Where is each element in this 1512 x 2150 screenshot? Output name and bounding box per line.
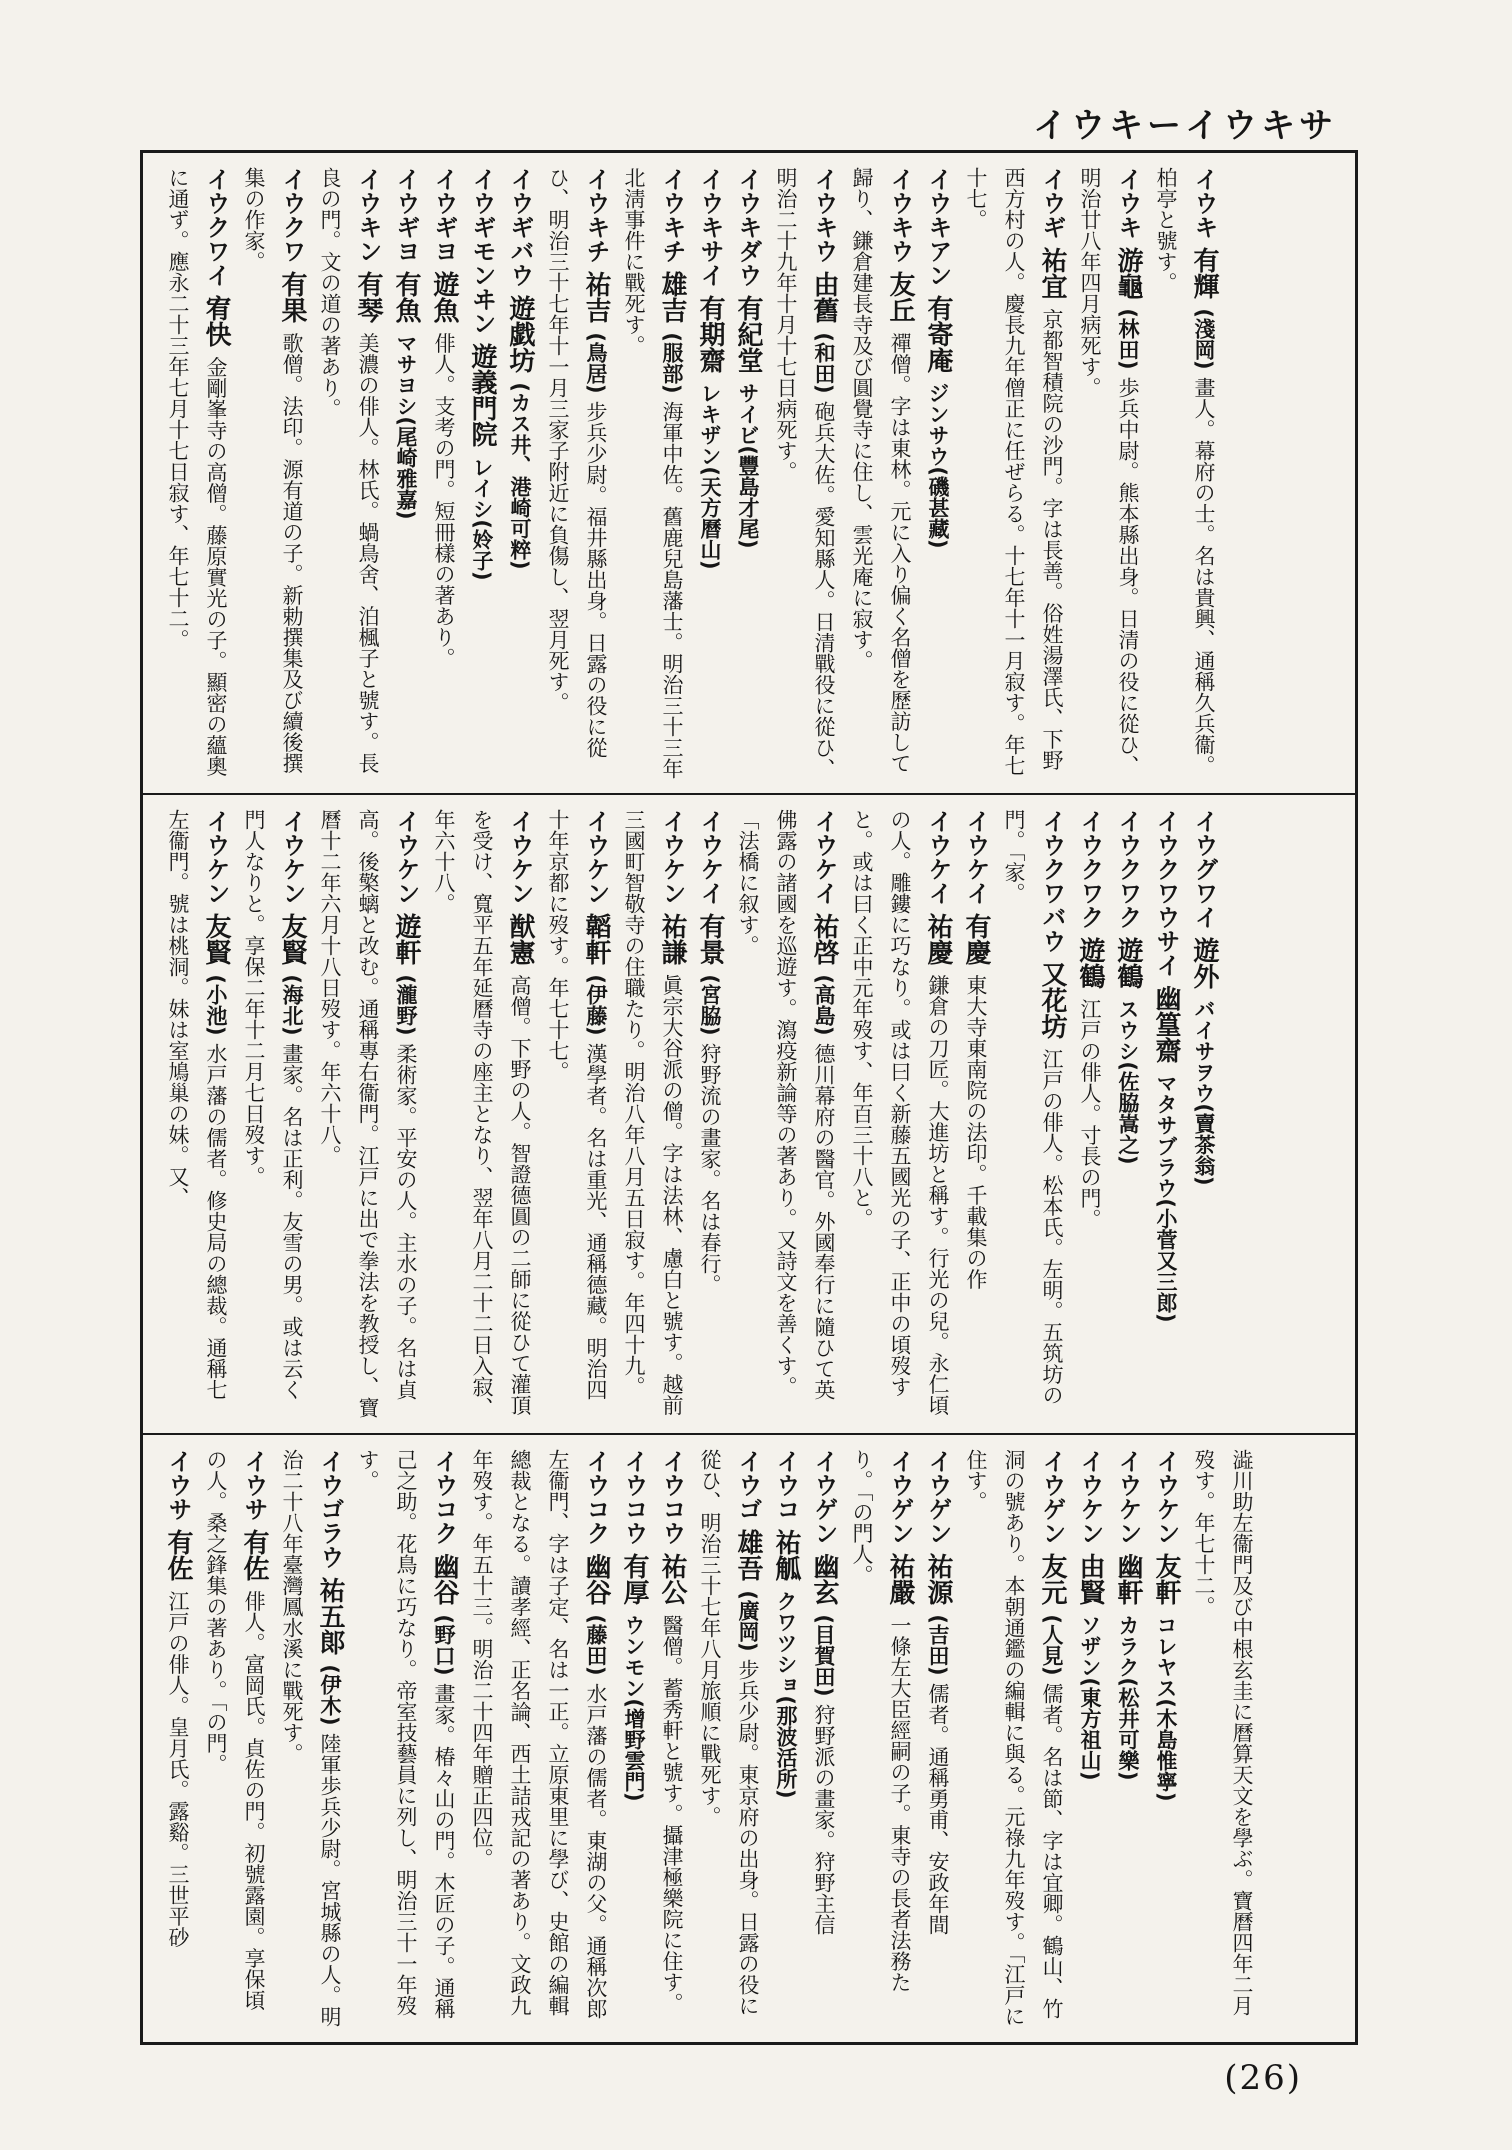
entry-name: 韜軒 — [581, 913, 611, 975]
entry-description: 俳人。支考の門。短冊樣の著あり。 — [432, 332, 456, 669]
entry-kana: イウクワ — [278, 167, 306, 272]
entry-kana: イウゴ — [734, 1449, 762, 1530]
entry-description: 德川幕府の醫官。外國奉行に隨ひて英佛露の諸國を巡遊す。瀉疫新論等の著あり。又詩文を善くす。「法橋に叙す。 — [736, 809, 836, 1400]
entry-description: 畫家。椿々山の門。木匠の子。通稱己之助。花鳥に巧なり。帝室技藝員に列し、明治三十一年歿す。 — [356, 1449, 456, 2019]
entry-name: 友賢 — [277, 913, 307, 975]
entry-kana: イウゲン — [1038, 1449, 1066, 1554]
entry-reading: (人見) — [1040, 1614, 1064, 1683]
dictionary-entry — [349, 1449, 463, 2028]
dictionary-entry — [1071, 167, 1147, 779]
running-header: イウキーイウキサ — [1033, 106, 1337, 146]
entry-name: 有紀堂 — [733, 295, 763, 383]
entry-reading: ウンモン(增野雲門) — [622, 1614, 646, 1802]
entry-reading: マタサブラウ(小菅又三郎) — [1154, 1072, 1178, 1323]
entry-reading: (廣岡) — [736, 1590, 760, 1659]
entry-reading: (伊藤) — [584, 974, 608, 1043]
dictionary-entry — [387, 167, 425, 779]
entry-kana: イウギバウ — [506, 167, 534, 296]
entry-name: 有寄庵 — [923, 295, 953, 383]
entry-name: 遊鶴 — [1113, 937, 1143, 999]
dictionary-entry — [957, 809, 995, 1419]
entry-description: 江戸の俳人。皇月氏。露谿。三世平砂 — [166, 1590, 190, 1948]
entry-reading: (林田) — [1116, 308, 1140, 377]
tier-columns — [159, 809, 1223, 1419]
entry-kana: イウギヨ — [392, 167, 420, 272]
entry-description: 漢學者。名は重光、通稱德藏。明治四十年京都に歿す。年七十七。 — [546, 809, 608, 1400]
dictionary-entry — [1109, 1449, 1147, 2028]
entry-name: 又花坊 — [1037, 961, 1067, 1049]
tier-bottom — [143, 1433, 1355, 2042]
entry-kana: イウクワウサイ — [1152, 809, 1180, 986]
entry-kana: イウゲン — [886, 1449, 914, 1554]
dictionary-entry — [197, 1449, 273, 2028]
dictionary-frame — [140, 150, 1358, 2045]
entry-kana: イウサ — [240, 1449, 268, 1530]
entry-name: 有魚 — [391, 271, 421, 333]
entry-kana: イウケン — [202, 809, 230, 914]
entry-name: 幽篁齋 — [1151, 985, 1181, 1073]
entry-description: 高僧。下野の人。智證德圓の二師に從ひて灌頂を受け、寬平五年延曆寺の座主となり、翌年八月二十二日入寂、年六十八。 — [432, 809, 532, 1418]
entry-name: 由舊 — [809, 271, 839, 333]
dictionary-entry — [805, 1449, 843, 2028]
entry-kana: イウクワク — [1076, 809, 1104, 938]
entry-kana: イウケイ — [696, 809, 724, 914]
entry-name: 友賢 — [201, 913, 231, 975]
entry-reading: (藤田) — [584, 1614, 608, 1683]
entry-kana: イウギ — [1038, 167, 1066, 248]
entry-kana: イウゲン — [810, 1449, 838, 1554]
entry-reading: バイサヲウ(賣茶翁) — [1192, 998, 1216, 1186]
entry-description: 儒者。通稱勇甫、安政年間 — [926, 1682, 950, 1935]
entry-name: 幽谷 — [429, 1553, 459, 1615]
entry-kana: イウケン — [1114, 1449, 1142, 1554]
dictionary-entry — [159, 1449, 197, 2028]
entry-description: 京都智積院の沙門。字は長善。俗姓湯澤氏、下野西方村の人。慶長九年僧正に任ぜらる。十七年十一月寂す。年七十七。 — [964, 167, 1064, 776]
entry-kana: イウケン — [278, 809, 306, 914]
entry-kana: イウギモンヰン — [468, 167, 496, 344]
entry-reading: サイビ(豐島才尾) — [736, 382, 760, 549]
entry-reading: マサヨシ(尾崎雅嘉) — [394, 332, 418, 520]
entry-description: 砲兵大佐。愛知縣人。日清戰役に從ひ、明治二十九年十月十七日病死す。 — [774, 167, 836, 779]
entry-name: 有厚 — [619, 1553, 649, 1615]
dictionary-entry — [311, 167, 387, 779]
entry-name: 猷憲 — [505, 913, 535, 975]
entry-kana: イウキチ — [658, 167, 686, 272]
entry-name: 游龜 — [1113, 247, 1143, 309]
entry-reading: ジンサウ(磯甚藏) — [926, 382, 950, 549]
entry-kana: イウキチ — [582, 167, 610, 272]
dictionary-entry — [235, 167, 311, 779]
entry-name: 祐觚 — [771, 1529, 801, 1591]
entry-reading: (海北) — [280, 974, 304, 1043]
entry-name: 祐宜 — [1037, 247, 1067, 309]
entry-name: 有琴 — [353, 271, 383, 333]
entry-kana: イウコウ — [620, 1449, 648, 1554]
dictionary-entry — [919, 167, 957, 779]
entry-name: 祐嚴 — [885, 1553, 915, 1615]
dictionary-entry — [995, 809, 1071, 1419]
entry-kana: イウキ — [1190, 167, 1218, 248]
dictionary-entry — [501, 167, 539, 779]
entry-reading: (小池) — [204, 974, 228, 1043]
dictionary-entry — [957, 1449, 1071, 2028]
entry-description: 狩野流の畫家。名は春行。 — [698, 1042, 722, 1295]
entry-reading: (カス井、港崎可粹) — [508, 382, 532, 570]
entry-name: 友元 — [1037, 1553, 1067, 1615]
entry-kana: イウコウ — [658, 1449, 686, 1554]
dictionary-entry — [1071, 1449, 1109, 2028]
entry-kana: イウグワイ — [1190, 809, 1218, 938]
entry-name: 遊戯坊 — [505, 295, 535, 383]
dictionary-entry — [1185, 1449, 1261, 2028]
dictionary-entry — [463, 1449, 615, 2028]
entry-reading: コレヤス(木島惟寧) — [1154, 1614, 1178, 1802]
entry-name: 由賢 — [1075, 1553, 1105, 1615]
entry-description: 醫僧。蓄秀軒と號す。攝津極樂院に住す。 — [660, 1614, 684, 2014]
dictionary-entry — [1109, 809, 1147, 1419]
entry-name: 雄吾 — [733, 1529, 763, 1591]
entry-description: 眞宗大谷派の僧。字は法林、慮白と號す。越前三國町智敬寺の住職たり。明治八年八月五日寂す。年四十九。 — [622, 809, 684, 1416]
entry-description: 陸軍歩兵少尉。宮城縣の人。明治二十八年臺灣鳳水溪に戰死す。 — [280, 1449, 342, 2027]
entry-kana: イウキウ — [810, 167, 838, 272]
dictionary-entry — [691, 1449, 767, 2028]
dictionary-entry — [729, 809, 843, 1419]
entry-description: 狩野派の畫家。狩野主信 — [812, 1703, 836, 1935]
entry-name: 遊軒 — [391, 913, 421, 975]
dictionary-entry — [767, 1449, 805, 2028]
entry-description: 儒者。名は節、字は宜卿。鶴山、竹洞の號あり。本朝通鑑の編輯に與る。元祿九年歿す。「江戸に住す。 — [964, 1449, 1064, 2027]
entry-kana: イウギヨ — [430, 167, 458, 272]
page-number: (26) — [1224, 2058, 1302, 2098]
entry-name: 有輝 — [1189, 247, 1219, 309]
dictionary-entry — [463, 167, 501, 779]
entry-kana: イウキダウ — [734, 167, 762, 296]
entry-kana: イウサ — [164, 1449, 192, 1530]
entry-reading: (目賀田) — [812, 1614, 836, 1704]
entry-kana: イウゲン — [924, 1449, 952, 1554]
entry-kana: イウキサイ — [696, 167, 724, 296]
dictionary-entry — [615, 1449, 653, 2028]
entry-description: 金剛峯寺の高僧。藤原實光の子。顯密の蘊奧に通ず。應永二十三年七月十七日寂す、年七十二。 — [166, 167, 228, 777]
entry-kana: イウケン — [1076, 1449, 1104, 1554]
dictionary-entry — [957, 167, 1071, 779]
dictionary-entry — [843, 167, 919, 779]
entry-kana: イウクワク — [1114, 809, 1142, 938]
entry-name: 祐啓 — [809, 913, 839, 975]
entry-kana: イウゴラウ — [316, 1449, 344, 1578]
tier-columns — [159, 167, 1223, 779]
dictionary-entry — [767, 167, 843, 779]
entry-description: 一條左大臣經嗣の子。東寺の長者法務たり。「の門人。 — [850, 1449, 912, 1993]
entry-name: 遊義門院 — [467, 343, 497, 457]
entry-name: 祐源 — [923, 1553, 953, 1615]
entry-name: 友丘 — [885, 271, 915, 333]
entry-description: 海軍中佐。舊鹿兒島藩士。明治三十三年北淸事件に戰死す。 — [622, 167, 684, 779]
entry-reading: (瀧野) — [394, 974, 418, 1043]
dictionary-entry — [1147, 167, 1223, 779]
entry-description: 澁川助左衞門及び中根玄圭に曆算天文を學ぶ。寶曆四年二月歿す。年七十二。 — [1192, 1449, 1254, 2016]
dictionary-entry — [273, 1449, 349, 2028]
entry-description: 畫人。幕府の士。名は貴興、通稱久兵衞。柏亭と號す。 — [1154, 167, 1216, 776]
entry-reading: (淺岡) — [1192, 308, 1216, 377]
dictionary-entry — [235, 809, 311, 1419]
entry-name: 幽軒 — [1113, 1553, 1143, 1615]
dictionary-entry — [691, 167, 729, 779]
dictionary-entry — [311, 809, 425, 1419]
dictionary-entry — [1147, 809, 1185, 1419]
entry-description: 歌僧。法印。源有道の子。新勅撰集及び續後撰集の作家。 — [242, 167, 304, 774]
entry-kana: イウケン — [392, 809, 420, 914]
dictionary-entry — [1147, 1449, 1185, 2028]
dictionary-entry — [1071, 809, 1109, 1419]
entry-name: 雄吉 — [657, 271, 687, 333]
entry-name: 祐謙 — [657, 913, 687, 975]
entry-description: 步兵少尉。東京府の出身。日露の役に從ひ、明治三十七年八月旅順に戰死す。 — [698, 1449, 760, 2016]
entry-description: 水戸藩の儒者。修史局の總裁。通稱七左衞門。號は桃洞。妹は室鳩巢の妹。又、 — [166, 809, 228, 1400]
entry-name: 有慶 — [961, 913, 991, 975]
entry-description: 柔術家。平安の人。主水の子。名は貞高。後檠螭と改む。通稱專右衞門。江戸に出で拳法を教授し、寶曆十二年六月十八日歿す。年六十八。 — [318, 809, 418, 1418]
entry-name: 有景 — [695, 913, 725, 975]
entry-description: 畫家。名は正利。友雪の男。或は云く門人なりと。享保二年十二月七日歿す。 — [242, 809, 304, 1400]
entry-name: 友軒 — [1151, 1553, 1181, 1615]
tier-top — [143, 153, 1355, 793]
entry-name: 有佐 — [163, 1529, 193, 1591]
entry-reading: (服部) — [660, 332, 684, 401]
entry-description: 東大寺東南院の法印。千載集の作 — [964, 974, 988, 1290]
dictionary-entry — [159, 167, 235, 779]
entry-name: 遊魚 — [429, 271, 459, 333]
dictionary-entry — [539, 809, 615, 1419]
entry-description: 江戸の俳人。松本氏。左明。五筑坊の門。「家。 — [1002, 809, 1064, 1406]
dictionary-entry — [691, 809, 729, 1419]
entry-kana: イウケン — [1152, 1449, 1180, 1554]
entry-reading: ソザン(東方祖山) — [1078, 1614, 1102, 1781]
entry-reading: (鳥居) — [584, 332, 608, 401]
entry-name: 祐公 — [657, 1553, 687, 1615]
entry-description: 美濃の俳人。林氏。蝸鳥舍、泊楓子と號す。長良の門。文の道の著あり。 — [318, 167, 380, 774]
entry-kana: イウケン — [582, 809, 610, 914]
entry-description: 俳人。富岡氏。貞佐の門。初號露園。享保頃の人。桑之鋒集の著あり。「の門。 — [204, 1449, 266, 2011]
tier-middle — [143, 793, 1355, 1433]
entry-name: 祐五郞 — [315, 1577, 345, 1665]
entry-kana: イウケイ — [924, 809, 952, 914]
entry-kana: イウキ — [1114, 167, 1142, 248]
entry-name: 遊外 — [1189, 937, 1219, 999]
entry-name: 遊鶴 — [1075, 937, 1105, 999]
entry-description: 禪僧。字は東林。元に入り偏く名僧を歷訪して歸り、鎌倉建長寺及び圓覺寺に住し、雲光庵に寂す。 — [850, 167, 912, 774]
entry-kana: イウコ — [772, 1449, 800, 1530]
dictionary-entry — [843, 1449, 919, 2028]
dictionary-entry — [425, 809, 539, 1419]
entry-description: 江戸の俳人。寸長の門。 — [1078, 998, 1102, 1230]
dictionary-entry — [1185, 809, 1223, 1419]
entry-kana: イウクワイ — [202, 167, 230, 296]
entry-name: 有期齋 — [695, 295, 725, 383]
dictionary-entry — [615, 167, 691, 779]
entry-reading: (吉田) — [926, 1614, 950, 1683]
entry-reading: (和田) — [812, 332, 836, 401]
entry-kana: イウクワバウ — [1038, 809, 1066, 962]
dictionary-entry — [425, 167, 463, 779]
dictionary-entry — [729, 167, 767, 779]
entry-name: 有佐 — [239, 1529, 269, 1591]
entry-kana: イウキウ — [886, 167, 914, 272]
entry-kana: イウキン — [354, 167, 382, 272]
entry-name: 祐吉 — [581, 271, 611, 333]
entry-reading: レキザン(天方曆山) — [698, 382, 722, 570]
entry-name: 有果 — [277, 271, 307, 333]
dictionary-entry — [919, 1449, 957, 2028]
entry-kana: イウケイ — [810, 809, 838, 914]
entry-kana: イウコク — [430, 1449, 458, 1554]
entry-name: 祐慶 — [923, 913, 953, 975]
entry-description: 鎌倉の刀匠。大進坊と稱す。行光の兒。永仁頃の人。雕鏤に巧なり。或は曰く新藤五國光の子、正中の頃歿すと。或は曰く正中元年歿す、年百三十八と。 — [850, 809, 950, 1416]
entry-reading: (野口) — [432, 1614, 456, 1683]
entry-reading: スウシ(佐脇嵩之) — [1116, 998, 1140, 1165]
entry-reading: クワツショ(那波活所) — [774, 1590, 798, 1799]
entry-description: 水戸藩の儒者。東湖の父。通稱次郎左衞門、字は子定、名は一正。立原東里に學び、史館の編輯總裁となる。讀孝經、正名論、西土詰戎記の著あり。文政九年歿す。年五十三。明治二十四年贈正四位。 — [470, 1449, 608, 2019]
entry-description: 歩兵中尉。熊本縣出身。日清の役に從ひ、明治廿八年四月病死す。 — [1078, 167, 1140, 776]
entry-name: 宥快 — [201, 295, 231, 357]
tier-columns — [159, 1449, 1261, 2028]
entry-reading: (高島) — [812, 974, 836, 1043]
dictionary-entry — [843, 809, 957, 1419]
entry-kana: イウケン — [658, 809, 686, 914]
dictionary-entry — [159, 809, 235, 1419]
entry-name: 幽谷 — [581, 1553, 611, 1615]
dictionary-entry — [653, 1449, 691, 2028]
dictionary-entry — [539, 167, 615, 779]
entry-kana: イウコク — [582, 1449, 610, 1554]
entry-reading: (伊木) — [318, 1664, 342, 1733]
dictionary-entry — [615, 809, 691, 1419]
entry-kana: イウキアン — [924, 167, 952, 296]
entry-description: 步兵少尉。福井縣出身。日露の役に從ひ、明治三十七年十一月三家子附近に負傷し、翌月死す。 — [546, 167, 608, 758]
entry-reading: カラク(松井可樂) — [1116, 1614, 1140, 1781]
entry-kana: イウケン — [506, 809, 534, 914]
entry-reading: (宮脇) — [698, 974, 722, 1043]
entry-reading: レイシ(姈子) — [470, 456, 494, 581]
entry-name: 幽玄 — [809, 1553, 839, 1615]
entry-kana: イウケイ — [962, 809, 990, 914]
